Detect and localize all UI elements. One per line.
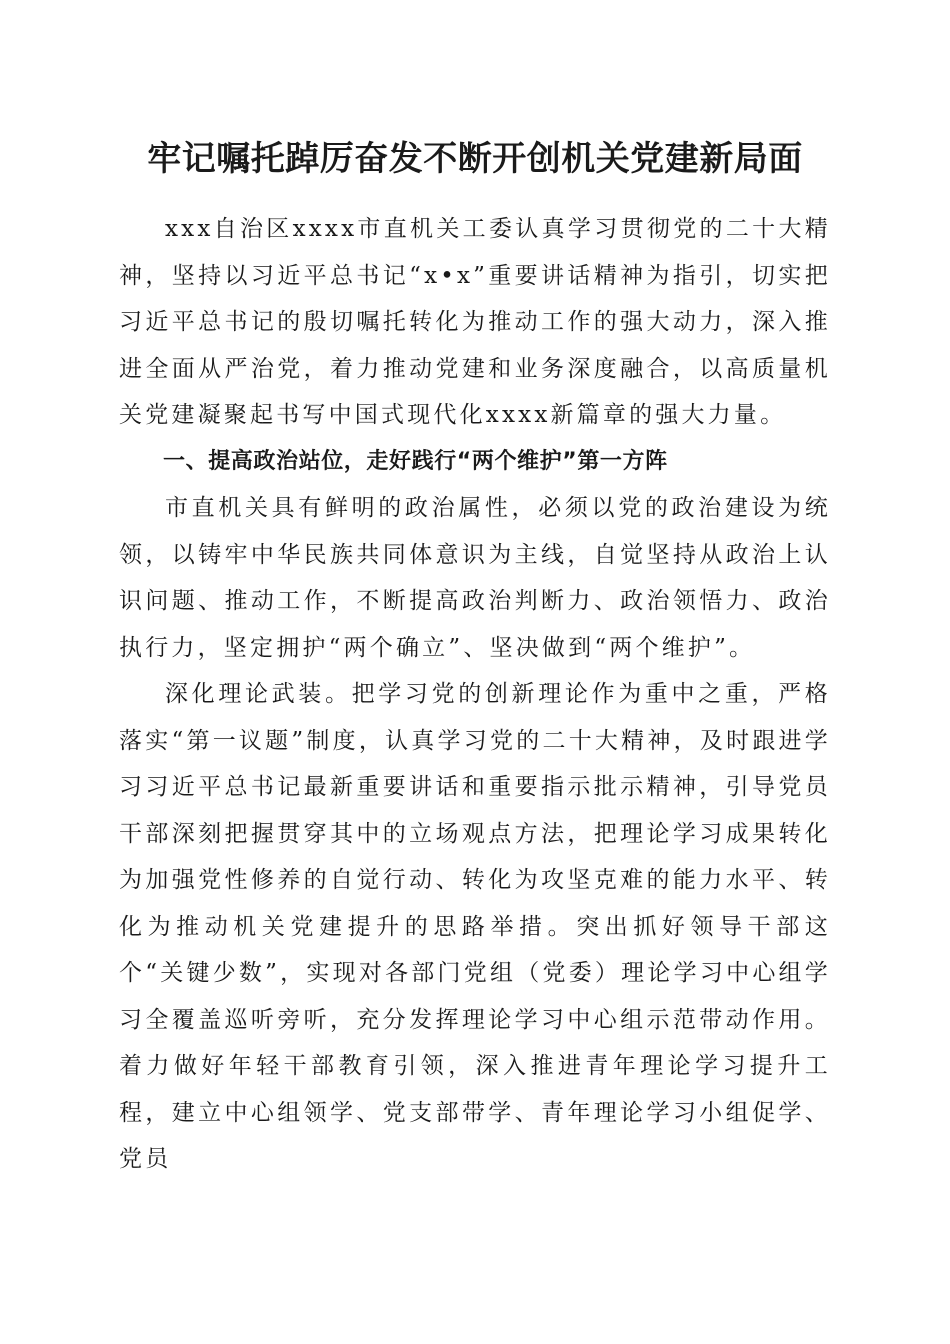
section-heading-1: 一、提高政治站位，走好践行“两个维护”第一方阵 [163,448,668,474]
paragraph-theory-arming: 深化理论武装。把学习党的创新理论作为重中之重，严格落实“第一议题”制度，认真学习党的二十大精神，及时跟进学习习近平总书记最新重要讲话和重要指示批示精神，引导党员干部深刻把握贯穿其中的立场观点方法，把理论学习成果转化为加强党性修养的自觉行动、转化为攻坚克难的能力水平、转化为推动机关党建提升的思路举措。突出抓好领导干部这个“关键少数”，实现对各部门党组（党委）理论学习中心组学习全覆盖巡听旁听，充分发挥理论学习中心组示范带动作用。着力做好年轻干部教育引领，深入推进青年理论学习提升工程，建立中心组领学、党支部带学、青年理论学习小组促学、党员 [119,681,831,1172]
document-body [119,206,831,1183]
paragraph-political-attribute: 市直机关具有鲜明的政治属性，必须以党的政治建设为统领，以铸牢中华民族共同体意识为主线，自觉坚持从政治上认识问题、推动工作，不断提高政治判断力、政治领悟力、政治执行力，坚定拥护“两个确立”、坚决做到“两个维护”。 [119,495,831,661]
document-title: 牢记嘱托踔厉奋发不断开创机关党建新局面 [147,139,803,179]
paragraph-intro: xxx自治区xxxx市直机关工委认真学习贯彻党的二十大精神，坚持以习近平总书记“x•x”重要讲话精神为指引，切实把习近平总书记的殷切嘱托转化为推动工作的强大动力，深入推进全面从严治党，着力推动党建和业务深度融合，以高质量机关党建凝聚起书写中国式现代化xxxx新篇章的强大力量。 [119,216,831,428]
